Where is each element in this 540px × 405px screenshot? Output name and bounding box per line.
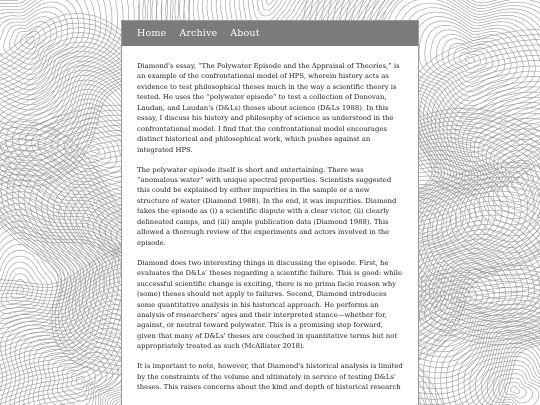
- contour-line: [253, 0, 291, 22]
- contour-line: [6, 274, 33, 304]
- contour-line: [511, 387, 520, 394]
- article-paragraph-4: It is important to note, however, that Diamond's historical analysis is limited by the constraints of the volume and ultimately in service of testing D&Ls' theses. This raises concerns about the kind and depth of historical research: [137, 362, 403, 392]
- contour-line: [448, 43, 493, 77]
- contour-line: [267, 0, 275, 5]
- nav-archive-link[interactable]: Archive: [179, 28, 218, 39]
- nav-about-link[interactable]: About: [230, 28, 260, 39]
- contour-line: [16, 286, 24, 294]
- contour-line: [4, 17, 57, 65]
- contour-line: [419, 21, 523, 101]
- contour-line: [0, 0, 107, 110]
- contour-line: [499, 378, 533, 403]
- content-panel: [122, 21, 418, 405]
- contour-line: [26, 36, 35, 44]
- article-paragraph-3: Diamond does two interesting things in discussing the episode. First, he evaluates the D&Ls' theses regarding a scientific failure. This is good: while successful scientific change is exciting, there is no prima facie reason why (some) theses should not apply to failures. Second, Diamond introduces some quantitative analysis in his historical approach. He performs an analysis of researchers' ages and their interpreted stance—whether for, against, or neutral toward polywater. This is a promising step forward, given that many of D&Ls' theses are couched in quantitative terms but not appropriately treated as such (McAllister 2018).: [137, 258, 403, 351]
- contour-line: [0, 0, 79, 85]
- contour-line: [257, 0, 285, 16]
- nav-home-link[interactable]: Home: [137, 28, 167, 39]
- top-navbar: [122, 21, 418, 46]
- contour-line: [0, 0, 140, 141]
- article-body: [122, 46, 418, 393]
- article-paragraph-1: Diamond's essay, “The Polywater Episode and the Appraisal of Theories,” is an example of the confrontational model of HPS, wherein history acts as evidence to test philosophical theses much in the way a scientific theory is tested. He uses the “polywater episode” to test a collection of Donovan, Laudan, and Laudan's (D&Ls) theses about science (D&Ls 1988). In this essay, I discuss his history and philosophy of science as understood in the confrontational model. I find that the confrontational model encourages distinct historical and philosophical work, which pushes against an integrated HPS.: [137, 62, 400, 154]
- contour-line: [262, 0, 280, 10]
- article-paragraph-2: The polywater episode itself is short and entertaining. There was “anomalous water” with unique spectral properties. Scientists suggested this could be explained by either impurities in the sample or a new structure of water (Diamond 1988). In the end, it was impurities. Diamond takes the episode as (i) a scientific dispute with a clear victor, (ii) clearly delineated camps, and (iii) ample publication data (Diamond 1988). This allowed a thorough review of the experiments and actors involved in the episode.: [137, 165, 397, 247]
